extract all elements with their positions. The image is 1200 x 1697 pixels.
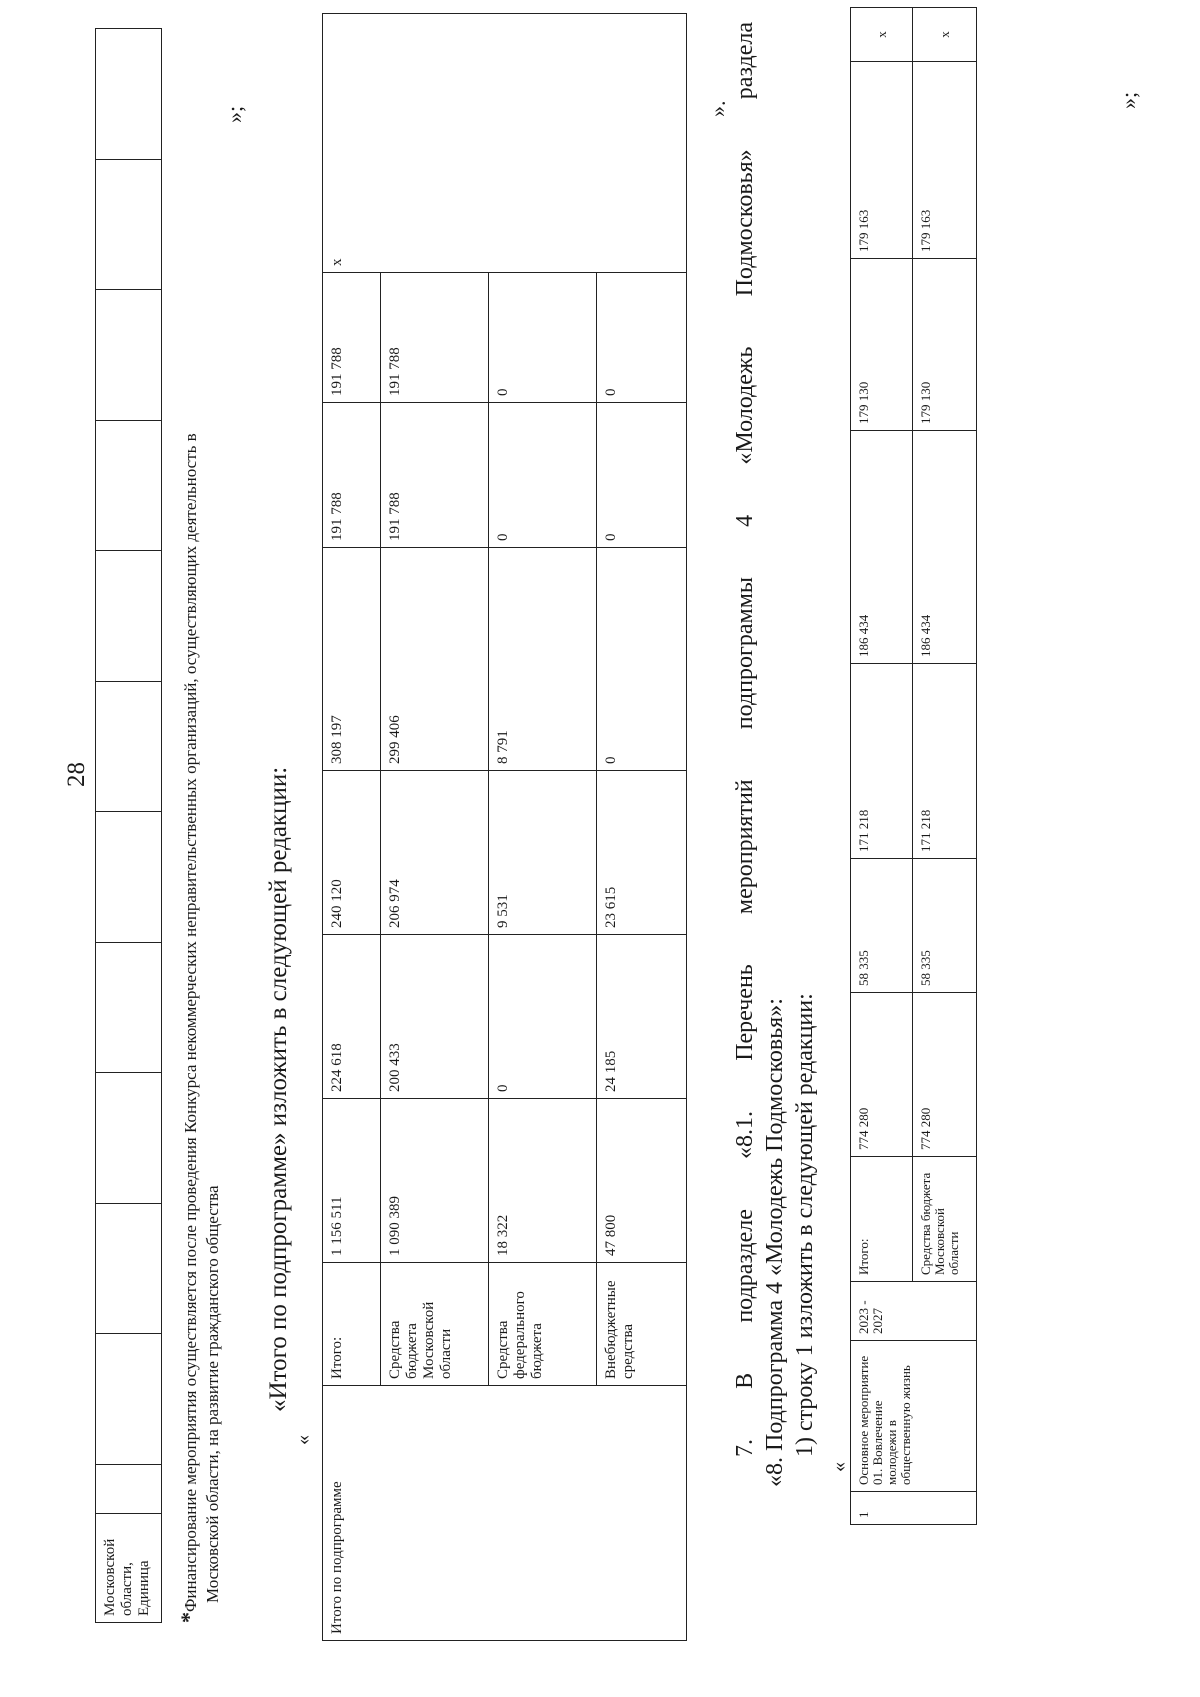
value-cell: 186 434	[851, 431, 913, 664]
value-cell: 191 788	[323, 403, 381, 548]
value-cell: 179 163	[913, 62, 977, 259]
value-cell: 200 433	[381, 935, 489, 1099]
value-cell: 774 280	[851, 993, 913, 1157]
value-cell: 171 218	[851, 664, 913, 859]
value-cell: 206 974	[381, 771, 489, 935]
value-cell: 171 218	[913, 664, 977, 859]
closing-quote: ».	[705, 100, 730, 117]
value-cell: 191 788	[323, 273, 381, 403]
source-cell: Средства федерального бюджета	[489, 1263, 597, 1386]
source-cell: Итого:	[323, 1263, 381, 1386]
value-cell: 0	[597, 548, 687, 771]
table-cell	[96, 551, 162, 682]
value-cell: 186 434	[913, 431, 977, 664]
footnote	[178, 83, 224, 1623]
table-cell	[96, 290, 162, 421]
amendment-paragraph	[730, 22, 820, 1487]
value-cell: 0	[489, 273, 597, 403]
footnote-closing: »;	[222, 105, 247, 123]
value-cell: 47 800	[597, 1099, 687, 1263]
source-cell: Внебюджетные средства	[597, 1263, 687, 1386]
footnote-line2: Московской области, на развитие гражданского общества	[203, 1185, 222, 1603]
page-number: 28	[63, 762, 90, 787]
value-cell: 774 280	[913, 993, 977, 1157]
value-cell: 0	[597, 403, 687, 548]
source-cell: Средства бюджета Московской области	[381, 1263, 489, 1386]
footnote-star: *	[176, 1612, 201, 1623]
value-cell: 58 335	[913, 859, 977, 993]
value-cell: 18 322	[489, 1099, 597, 1263]
value-cell: 224 618	[323, 935, 381, 1099]
table-cell	[96, 420, 162, 551]
value-cell: 1 156 511	[323, 1099, 381, 1263]
value-cell: 58 335	[851, 859, 913, 993]
open-quote: «	[828, 1462, 850, 1472]
footnote-line1: Финансирование мероприятия осуществляется после проведения Конкурса некоммерческих неправительственных организаций, осуществляющих деятельность в	[181, 433, 200, 1612]
total-table-label: Итого по подпрограмме	[323, 1386, 687, 1641]
event-row-table	[850, 7, 977, 1525]
value-cell: 0	[597, 273, 687, 403]
value-cell: 8 791	[489, 548, 597, 771]
top-table	[95, 28, 162, 1623]
x-mark-cell: x	[913, 8, 977, 62]
x-mark-cell: x	[851, 8, 913, 62]
section-heading: «Итого по подпрограмме» изложить в следующей редакции:	[265, 766, 292, 1412]
table-cell	[96, 1334, 162, 1465]
table-cell	[96, 29, 162, 160]
paragraph-line2: «8. Подпрограмма 4 «Молодежь Подмосковья»:	[762, 998, 788, 1487]
value-cell: 0	[489, 403, 597, 548]
value-cell: 1 090 389	[381, 1099, 489, 1263]
table-cell	[96, 1465, 162, 1514]
value-cell: 308 197	[323, 548, 381, 771]
table-cell	[96, 942, 162, 1073]
paragraph-line1: 7. В подразделе «8.1. Перечень мероприятий подпрограммы 4 «Молодежь Подмосковья» раздела	[732, 22, 758, 1457]
value-cell: 23 615	[597, 771, 687, 935]
row-number: 1	[851, 1492, 977, 1525]
value-cell: 191 788	[381, 273, 489, 403]
table-cell	[96, 681, 162, 812]
subprogram-total-table	[322, 13, 687, 1641]
x-mark-cell: x	[323, 14, 687, 273]
value-cell: 179 130	[851, 259, 913, 431]
value-cell: 9 531	[489, 771, 597, 935]
paragraph-line3: 1) строку 1 изложить в следующей редакции:	[792, 993, 818, 1457]
value-cell: 179 130	[913, 259, 977, 431]
value-cell: 0	[489, 935, 597, 1099]
table-cell	[96, 812, 162, 943]
event-name: Основное мероприятие 01. Вовлечение молодежи в общественную жизнь	[851, 1341, 977, 1492]
top-table-label: Московской области, Единица	[96, 1514, 162, 1623]
source-cell: Итого:	[851, 1157, 913, 1282]
value-cell: 240 120	[323, 771, 381, 935]
table-cell	[96, 159, 162, 290]
value-cell: 24 185	[597, 935, 687, 1099]
table-cell	[96, 1073, 162, 1204]
open-quote: «	[292, 1435, 314, 1445]
table-cell	[96, 1203, 162, 1334]
event-period: 2023 - 2027	[851, 1282, 977, 1341]
value-cell: 179 163	[851, 62, 913, 259]
closing-quote: »;	[1116, 91, 1141, 109]
value-cell: 191 788	[381, 403, 489, 548]
value-cell: 299 406	[381, 548, 489, 771]
source-cell: Средства бюджета Московской области	[913, 1157, 977, 1282]
